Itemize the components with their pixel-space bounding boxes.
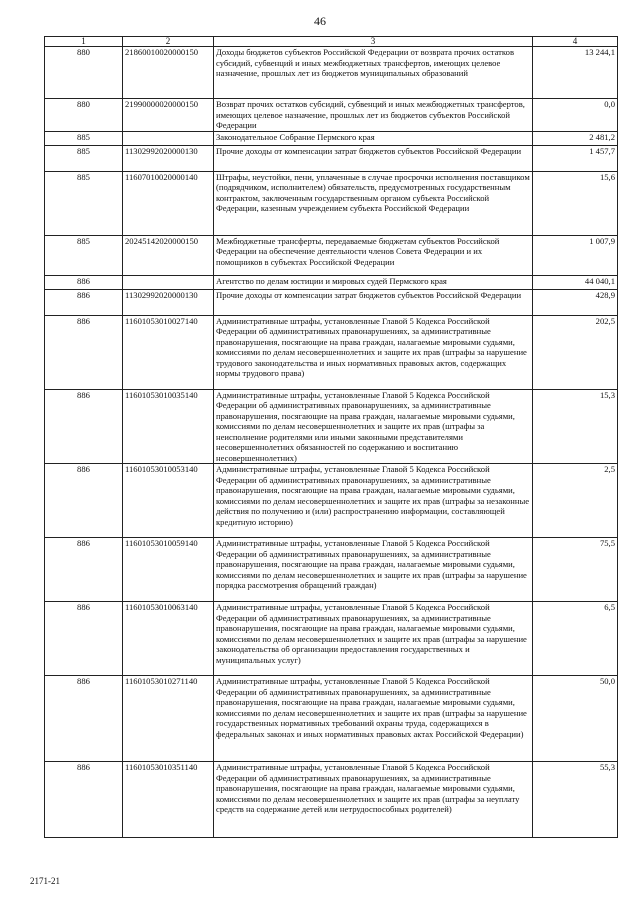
- amount-cell: 13 244,1: [533, 47, 618, 99]
- table-row: [45, 676, 618, 762]
- table-row: [45, 289, 618, 315]
- table-row: [45, 275, 618, 289]
- amount-cell: 2,5: [533, 464, 618, 538]
- revenue-code-cell: [123, 275, 214, 289]
- amount-cell: 44 040,1: [533, 275, 618, 289]
- admin-code-cell: 880: [45, 47, 123, 99]
- amount-cell: 2 481,2: [533, 131, 618, 145]
- table-header-row: [45, 37, 618, 47]
- admin-code-cell: 886: [45, 602, 123, 676]
- admin-code-cell: 885: [45, 171, 123, 235]
- amount-cell: 6,5: [533, 602, 618, 676]
- amount-cell: 50,0: [533, 676, 618, 762]
- table-row: [45, 464, 618, 538]
- revenue-code-cell: 20245142020000150: [123, 235, 214, 275]
- revenue-name-cell: Административные штрафы, установленные Главой 5 Кодекса Российской Федерации об административных правонарушениях, за административные правонарушения, посягающие на права граждан, налагаемые мировыми судьями, комиссиями по делам несовершеннолетних и защите их прав (штрафы за нарушение законодательства об организации предоставления государственных и муниципальных услуг): [214, 602, 533, 676]
- revenue-code-cell: 11302992020000130: [123, 289, 214, 315]
- amount-cell: 15,6: [533, 171, 618, 235]
- revenue-name-cell: Прочие доходы от компенсации затрат бюджетов субъектов Российской Федерации: [214, 289, 533, 315]
- amount-cell: 428,9: [533, 289, 618, 315]
- admin-code-cell: 886: [45, 275, 123, 289]
- amount-cell: 15,3: [533, 389, 618, 464]
- amount-cell: 0,0: [533, 99, 618, 132]
- table-row: [45, 131, 618, 145]
- revenue-code-cell: 11607010020000140: [123, 171, 214, 235]
- revenue-code-cell: 11601053010063140: [123, 602, 214, 676]
- revenue-name-cell: Административные штрафы, установленные Главой 5 Кодекса Российской Федерации об административных правонарушениях, за административные правонарушения, посягающие на права граждан, налагаемые мировыми судьями, комиссиями по делам несовершеннолетних и защите их прав (штрафы за незаконные действия по получению и (или) распространению информации, составляющей кредитную историю): [214, 464, 533, 538]
- revenue-code-cell: 21860010020000150: [123, 47, 214, 99]
- admin-code-cell: 885: [45, 131, 123, 145]
- table-row: [45, 171, 618, 235]
- table-row: [45, 315, 618, 389]
- page-number: 46: [314, 14, 326, 28]
- revenue-code-cell: 11601053010053140: [123, 464, 214, 538]
- revenue-name-cell: Агентство по делам юстиции и мировых судей Пермского края: [214, 275, 533, 289]
- admin-code-cell: 885: [45, 235, 123, 275]
- admin-code-cell: 886: [45, 538, 123, 602]
- admin-code-cell: 886: [45, 315, 123, 389]
- admin-code-cell: 880: [45, 99, 123, 132]
- revenue-code-cell: 11601053010351140: [123, 762, 214, 838]
- revenue-name-cell: Законодательное Собрание Пермского края: [214, 131, 533, 145]
- revenue-name-cell: Возврат прочих остатков субсидий, субвенций и иных межбюджетных трансфертов, имеющих целевое назначение, прошлых лет из бюджетов субъектов Российской Федерации: [214, 99, 533, 132]
- table-row: [45, 602, 618, 676]
- revenue-name-cell: Административные штрафы, установленные Главой 5 Кодекса Российской Федерации об административных правонарушениях, за административные правонарушения, посягающие на права граждан, налагаемые мировыми судьями, комиссиями по делам несовершеннолетних и защите их прав (штрафы за нарушение порядка рассмотрения обращений граждан): [214, 538, 533, 602]
- table-row: [45, 538, 618, 602]
- column-header-2: 2: [123, 37, 214, 47]
- admin-code-cell: 885: [45, 145, 123, 171]
- revenue-name-cell: Доходы бюджетов субъектов Российской Федерации от возврата прочих остатков субсидий, субвенций и иных межбюджетных трансфертов, имеющих целевое назначение, прошлых лет из бюджетов муниципальных образований: [214, 47, 533, 99]
- column-header-1: 1: [45, 37, 123, 47]
- document-footer-code: 2171-21: [30, 876, 60, 886]
- amount-cell: 202,5: [533, 315, 618, 389]
- revenue-table: [44, 36, 618, 838]
- revenue-code-cell: [123, 131, 214, 145]
- revenue-code-cell: 21990000020000150: [123, 99, 214, 132]
- admin-code-cell: 886: [45, 676, 123, 762]
- revenue-name-cell: Штрафы, неустойки, пени, уплаченные в случае просрочки исполнения поставщиком (подрядчиком, исполнителем) обязательств, предусмотренных государственным контрактом, заключенным государственным органом субъекта Российской Федерации, казенным учреждением субъекта Российской Федерации: [214, 171, 533, 235]
- amount-cell: 55,3: [533, 762, 618, 838]
- table-row: [45, 145, 618, 171]
- amount-cell: 1 007,9: [533, 235, 618, 275]
- revenue-code-cell: 11601053010035140: [123, 389, 214, 464]
- amount-cell: 1 457,7: [533, 145, 618, 171]
- table-row: [45, 47, 618, 99]
- table-row: [45, 389, 618, 464]
- revenue-code-cell: 11601053010027140: [123, 315, 214, 389]
- revenue-name-cell: Административные штрафы, установленные Главой 5 Кодекса Российской Федерации об административных правонарушениях, за административные правонарушения, посягающие на права граждан, налагаемые мировыми судьями, комиссиями по делам несовершеннолетних и защите их прав (штрафы за нарушение трудового законодательства и иных нормативных правовых актов, содержащих нормы трудового права): [214, 315, 533, 389]
- table-row: [45, 99, 618, 132]
- revenue-name-cell: Прочие доходы от компенсации затрат бюджетов субъектов Российской Федерации: [214, 145, 533, 171]
- revenue-name-cell: Административные штрафы, установленные Главой 5 Кодекса Российской Федерации об административных правонарушениях, за административные правонарушения, посягающие на права граждан, налагаемые мировыми судьями, комиссиями по делам несовершеннолетних и защите их прав (штрафы за неуплату средств на содержание детей или нетрудоспособных родителей): [214, 762, 533, 838]
- table-row: [45, 235, 618, 275]
- revenue-code-cell: 11601053010059140: [123, 538, 214, 602]
- table-row: [45, 762, 618, 838]
- revenue-name-cell: Административные штрафы, установленные Главой 5 Кодекса Российской Федерации об административных правонарушениях, за административные правонарушения, посягающие на права граждан, налагаемые мировыми судьями, комиссиями по делам несовершеннолетних и защите их прав (штрафы за нарушение государственных нормативных требований охраны труда, содержащихся в федеральных законах и иных нормативных правовых актах Российской Федерации): [214, 676, 533, 762]
- revenue-code-cell: 11302992020000130: [123, 145, 214, 171]
- admin-code-cell: 886: [45, 464, 123, 538]
- revenue-name-cell: Административные штрафы, установленные Главой 5 Кодекса Российской Федерации об административных правонарушениях, за административные правонарушения, посягающие на права граждан, налагаемые мировыми судьями, комиссиями по делам несовершеннолетних и защите их прав (штрафы за неисполнение родителями или иными законными представителями несовершеннолетних обязанностей по содержанию и воспитанию несовершеннолетних): [214, 389, 533, 464]
- revenue-code-cell: 11601053010271140: [123, 676, 214, 762]
- revenue-name-cell: Межбюджетные трансферты, передаваемые бюджетам субъектов Российской Федерации на обеспечение деятельности членов Совета Федерации и их помощников в субъектах Российской Федерации: [214, 235, 533, 275]
- column-header-3: 3: [214, 37, 533, 47]
- admin-code-cell: 886: [45, 762, 123, 838]
- amount-cell: 75,5: [533, 538, 618, 602]
- admin-code-cell: 886: [45, 389, 123, 464]
- column-header-4: 4: [533, 37, 618, 47]
- admin-code-cell: 886: [45, 289, 123, 315]
